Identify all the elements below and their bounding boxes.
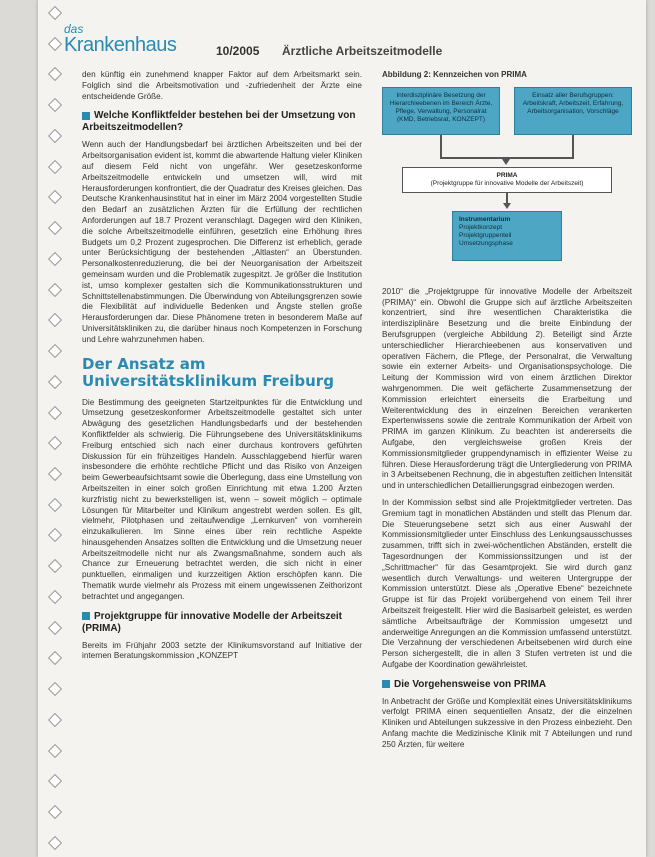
issue-number: 10/2005 bbox=[216, 44, 260, 58]
figure-title: Abbildung 2: Kennzeichen von PRIMA bbox=[382, 70, 527, 79]
intro-paragraph: den künftig ein zunehmend knapper Faktor auf dem Arbeitsmarkt sein. Folglich sind die Arbeitsmotivation und -zufriedenheit der Ärzte eine entscheidende Größe. bbox=[82, 70, 362, 101]
binder-hole bbox=[48, 313, 62, 327]
heading-conflict bbox=[82, 110, 362, 134]
heading-vorgehen bbox=[382, 679, 632, 691]
binder-hole bbox=[48, 467, 62, 481]
prima-box-subtitle: (Projektgruppe für innovative Modelle der Arbeitszeit) bbox=[430, 179, 584, 187]
arrow-down-icon bbox=[502, 159, 510, 165]
heading-projekt bbox=[82, 611, 362, 635]
binder-hole bbox=[48, 498, 62, 512]
ansatz-paragraph: Die Bestimmung des geeigneten Startzeitpunktes für die Entwicklung und Umsetzung gesetzeskonformer Arbeitszeitmodelle gestaltet sich unter Abwägung des gesetzlichen Handlungsbedarfs und der bestehenden Konfliktfelder als schwierig. Die Führungsebene des Universitätsklinikums Freiburg entschied sich nach einer durchaus kontrovers geführten Diskussion für ein frühzeitiges Handeln. Ausschlaggebend hierfür waren insbesondere die erhöhte rechtliche Pflicht und das Risiko von Anzeigen beim Gewerbeaufsichtsamt sowie die Überlegung, dass eine Umstellung von Arbeitszeiten in einer solch großen Einrichtung mit etwa 1.200 Ärzten kurzfristig nicht zu bewerkstelligen ist, wenn – soweit möglich – optimale Lösungen für Mitarbeiter und Klinikum angestrebt werden sollen. Es gilt, vielmehr, Pilotphasen und zeitaufwendige „Lernkurven“ von vornherein einzukalkulieren. Im Sinne eines über rein rechtliche Aspekte hinausgehenden Ansatzes sollten die Entwicklung und die Umsetzung neuer Arbeitszeitmodelle nicht nur als Zwangsmaßnahme, sondern auch als Chance zur Erneuerung betrachtet werden, die sich nicht in einer punktuellen, einmaligen und kurzzeitigen Aktion erschöpfen kann. Die Thematik wurde vielmehr als Prozess mit einem ungewissenen Zeithorizont betrachtet und angegangen. bbox=[82, 397, 362, 601]
instruments-item: Umsetzungsphase bbox=[459, 239, 513, 247]
binder-hole bbox=[48, 283, 62, 297]
binder-hole bbox=[48, 160, 62, 174]
binder-hole bbox=[48, 651, 62, 665]
right-column bbox=[382, 70, 632, 757]
diagram-box-prima bbox=[402, 167, 612, 193]
instruments-item: Projektgruppenteil bbox=[459, 231, 512, 239]
binder-hole bbox=[48, 190, 62, 204]
rubric-title: Ärztliche Arbeitszeitmodelle bbox=[282, 44, 443, 58]
binder-holes bbox=[42, 8, 72, 848]
binder-hole bbox=[48, 621, 62, 635]
right-paragraph-2: In der Kommission selbst sind alle Projektmitglieder vertreten. Das Gremium tagt in monatlichen Abständen und stellt das Plenum dar. Die Steuerungsebene setzt sich aus einer Auswahl der Kommissionsmitglieder unter Einschluss des Lenkungsausschusses zusammen, trifft sich in zwei-wöchentlichen Abständen, erstellt die Tagesordnungen der Kommissionssitzungen und ist der „Schrittmacher“ für das Gesamtprojekt. Sie wird durch ganz wesentlich durch Verwaltungs- und weiteren Untergruppe der Kommission unterstützt. Diese als „Operative Ebene“ bezeichnete Gruppe ist für das Projekt vorübergehend von einem Teil ihrer Arbeitszeit freigestellt. Hier wird die Basisarbeit geleistet, es werden sämtliche Arbeitsaufträge der Kommission umgesetzt und anderweitige Anregungen an die Kommission umfassend unterstützt. Die Verzahnung der verschiedenen Arbeitsebenen wird durch eine Person sichergestellt, die in allen 3 Stufen vertreten ist und die Aufgabe der Koordination gewährleistet. bbox=[382, 497, 632, 669]
logo-wordmark: Krankenhaus bbox=[64, 34, 177, 56]
diagram-box-composition: Interdisziplinäre Besetzung der Hierarchieebenen im Bereich Ärzte, Pflege, Verwaltung, Personalrat (KMD, Betriebsrat, KONZEPT) bbox=[382, 87, 500, 135]
binder-hole bbox=[48, 805, 62, 819]
binder-hole bbox=[48, 436, 62, 450]
conflict-paragraph: Wenn auch der Handlungsbedarf bei ärztlichen Arbeitszeiten und bei der Arbeitsorganisation evident ist, kommt die abwartende Haltung vieler Kliniken auf diesem Feld nicht von ungefähr. Wer gesetzeskonforme Arbeitszeitmodelle entwickeln und umsetzen will, wird mit Herausforderungen konfrontiert, die der Quadratur des Kreises gleichen. Das Deutsche Krankenhausinstitut hat in einer im März 2004 vorgestellten Studie den Bedarf an zusätzlichen Ärzten für die Erfüllung der rechtlichen Anforderungen auf 18.7 Prozent veranschlagt. Dagegen wird den Kliniken, die solche Arbeitszeitmodelle einführen, gesetzlich eine Erhöhung ihres Budgets um 0,2 Prozent zugesprochen. Die Differenz ist erheblich, gerade unter Berücksichtigung der bestehenden „Altlasten“ an Überstunden. Personalkostenreduzierung, die bei der Neuorganisation der Arbeitszeit gemeinsam wurden und die Problematik zugespitzt. Je größer die Institution ist, umso komplexer gestalten sich die Kommunikationsstrukturen und Schnittstellenabstimmungen. Die Überwindung von Abteilungsgrenzen sowie die Flexibilität auf individuelle Bedenken und Ängste stellen große Herausforderungen dar. Diese Phänomene treten in besonderem Maße auf Universitätskliniken zu, die darüber hinaus noch Kompetenzen in Forschung und Lehre wahrzunehmen haben. bbox=[82, 140, 362, 344]
prima-box-title: PRIMA bbox=[496, 171, 518, 179]
binder-hole bbox=[48, 559, 62, 573]
heading-vorgehen-text: Die Vorgehensweise von PRIMA bbox=[394, 678, 547, 690]
arrow-down-icon bbox=[503, 203, 511, 209]
left-column bbox=[82, 70, 362, 668]
binder-hole bbox=[48, 405, 62, 419]
heading-conflict-text: Welche Konfliktfelder bestehen bei der Umsetzung von Arbeitszeitmodellen? bbox=[82, 110, 356, 134]
instruments-item: Projektkonzept bbox=[459, 223, 502, 231]
binder-hole bbox=[48, 98, 62, 112]
right-paragraph-3: In Anbetracht der Größe und Komplexität eines Universitätsklinikums verfolgt PRIMA einen sequentiellen Ansatz, der die einzelnen Kliniken und Abteilungen sukzessive in den Prozess einbezieht. Den Anfang machte die Medizinische Klinik mit 7 Abteilungen und rund 250 Ärzten, für weitere bbox=[382, 696, 632, 749]
binder-hole bbox=[48, 344, 62, 358]
binder-hole bbox=[48, 129, 62, 143]
heading-projekt-text: Projektgruppe für innovative Modelle der Arbeitszeit (PRIMA) bbox=[82, 610, 343, 634]
binder-hole bbox=[48, 682, 62, 696]
projekt-paragraph: Bereits im Frühjahr 2003 setzte der Klinikumsvorstand auf Initiative der internen Beratungskommission „KONZEPT bbox=[82, 640, 362, 661]
right-paragraph-1: 2010“ die „Projektgruppe für innovative Modelle der Arbeitszeit (PRIMA)“ ein. Obwohl die Gruppe sich auf ärztliche Arbeitszeiten konzentriert, sind ihre wesentlichen Charakteristika die interdisziplinäre Besetzung und die breite Einbindung der Berufsgruppen (vergleiche Abbildung 2). Beteiligt sind Ärzte unterschiedlicher Hierarchieebenen aus konservativen und operativen Fächern, die Pflege, der Personalrat, die Verwaltung sowie ein externer Arbeits- und Organisationspsychologe. Die Leitung der Kommission wird von einem ärztlichen Direktor wahrgenommen. Die weit gefächerte Zusammensetzung der Kommission erleichtert einerseits die Erarbeitung und Weiterentwicklung des in einzelnen Bereichen verankerten Expertenwissens sowie die zentrale Kommunikation der Arbeit von PRIMA im ganzen Klinikum. Zu beachten ist andererseits die Aufgabe, den vergleichsweise großen Kreis der Kommissionsmitglieder gruppendynamisch in effizienter Weise zu führen. Diese Herausforderung trägt die Untergliederung von PRIMA in 3 Arbeitsebenen Rechnung, die in abgestuften zeitlichen Intensität und in unterschiedlichen Detaillierungsgrad einbezogen werden. bbox=[382, 286, 632, 491]
logo-small-text: das bbox=[64, 22, 84, 36]
instruments-title: Instrumentarium bbox=[459, 215, 511, 223]
binder-hole bbox=[48, 590, 62, 604]
binder-hole bbox=[48, 221, 62, 235]
binder-hole bbox=[48, 744, 62, 758]
connector-line bbox=[440, 135, 442, 157]
diagram-box-instruments bbox=[452, 211, 562, 261]
binder-hole bbox=[48, 774, 62, 788]
binder-hole bbox=[48, 375, 62, 389]
binder-hole bbox=[48, 836, 62, 850]
connector-line bbox=[572, 135, 574, 157]
prima-diagram bbox=[382, 87, 632, 277]
binder-hole bbox=[48, 528, 62, 542]
binder-hole bbox=[48, 713, 62, 727]
binder-hole bbox=[48, 252, 62, 266]
square-bullet-icon bbox=[82, 112, 90, 120]
diagram-box-involvement: Einsatz aller Berufsgruppen: Arbeitskraft, Arbeitszeit, Erfahrung, Arbeitsorganisation, Vorschläge bbox=[514, 87, 632, 135]
heading-ansatz: Der Ansatz am Universitätsklinikum Freiburg bbox=[82, 354, 334, 390]
square-bullet-icon bbox=[382, 680, 390, 688]
page-header bbox=[60, 18, 620, 70]
square-bullet-icon bbox=[82, 612, 90, 620]
